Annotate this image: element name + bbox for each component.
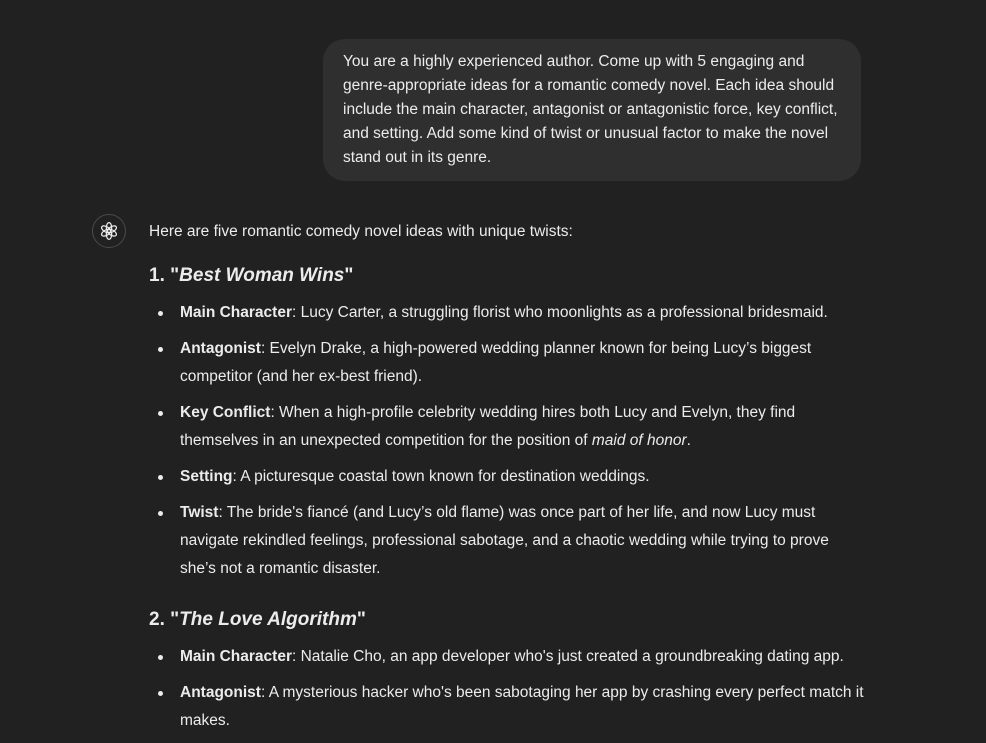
point-text: : Lucy Carter, a struggling florist who moonlights as a professional bridesmaid. xyxy=(291,304,828,321)
point-text: : Evelyn Drake, a high-powered wedding planner known for being Lucy’s biggest competitor (and her ex-best friend). xyxy=(180,340,812,385)
list-item xyxy=(149,499,869,583)
point-key: Twist xyxy=(180,504,219,521)
point-key: Antagonist xyxy=(180,340,261,357)
point-key: Setting xyxy=(180,468,233,485)
point-emphasis: maid of honor xyxy=(591,432,687,449)
idea-title-text: The Love Algorithm xyxy=(179,609,357,630)
list-item xyxy=(149,335,869,391)
point-text: : A picturesque coastal town known for destination weddings. xyxy=(232,468,650,485)
user-message-bubble xyxy=(323,39,861,181)
assistant-avatar xyxy=(92,214,126,248)
idea-title: 2. "The Love Algorithm" xyxy=(149,609,366,630)
openai-logo-icon xyxy=(99,221,119,241)
list-item xyxy=(149,399,869,455)
point-text: : Natalie Cho, an app developer who's just created a groundbreaking dating app. xyxy=(291,648,844,665)
idea-number: 2. xyxy=(149,609,165,630)
point-key: Antagonist xyxy=(180,684,261,701)
list-item xyxy=(149,463,869,491)
idea-points xyxy=(149,299,869,583)
idea-number: 1. xyxy=(149,265,165,286)
point-key: Main Character xyxy=(180,648,292,665)
assistant-message xyxy=(149,219,869,743)
point-text: : The bride's fiancé (and Lucy’s old flame) was once part of her life, and now Lucy must navigate rekindled feelings, professional sabotage, and a chaotic wedding while trying to prove she’s not a romantic disaster. xyxy=(180,504,829,577)
idea-1 xyxy=(149,262,869,583)
point-key: Key Conflict xyxy=(180,404,271,421)
idea-2 xyxy=(149,606,869,735)
point-text-end: . xyxy=(686,432,691,449)
list-item xyxy=(149,299,869,327)
assistant-intro: Here are five romantic comedy novel ideas with unique twists: xyxy=(149,223,573,240)
list-item xyxy=(149,679,869,735)
user-message-text: You are a highly experienced author. Come up with 5 engaging and genre-appropriate ideas for a romantic comedy novel. Each idea should include the main character, antagonist or antagonistic force, key conflict, and setting. Add some kind of twist or unusual factor to make the novel stand out in its genre. xyxy=(343,53,838,166)
list-item xyxy=(149,643,869,671)
point-key: Main Character xyxy=(180,304,292,321)
point-text: : A mysterious hacker who's been sabotaging her app by crashing every perfect match it makes. xyxy=(180,684,864,729)
idea-title-text: Best Woman Wins xyxy=(179,265,345,286)
idea-title: 1. "Best Woman Wins" xyxy=(149,265,354,286)
point-text: : When a high-profile celebrity wedding hires both Lucy and Evelyn, they find themselves in an unexpected competition for the position of xyxy=(180,404,796,449)
idea-points xyxy=(149,643,869,735)
